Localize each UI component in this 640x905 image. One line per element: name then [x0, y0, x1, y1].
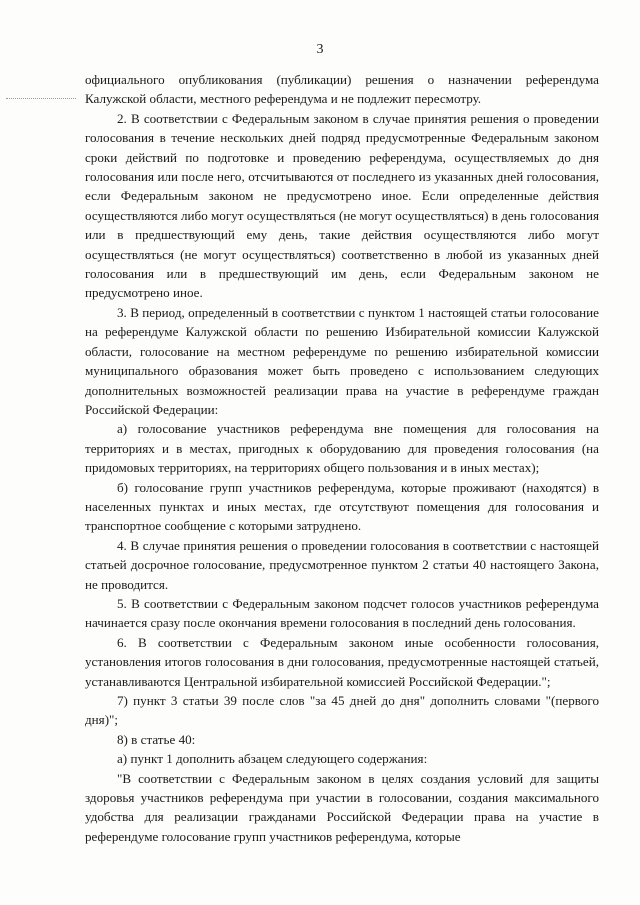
paragraph-amendment-8: 8) в статье 40: — [117, 731, 196, 747]
document-body — [85, 70, 599, 846]
paragraph-item-3: 3. В период, определенный в соответствии с пунктом 1 настоящей статьи голосование на референдуме Калужской области по решению Избирательной комиссии Калужской области, голосование на местном референдуме по решению избирательной комиссии муниципального образования может быть проведено с использованием следующих дополнительных возможностей реализации права на участие в референдуме граждан Российской Федерации: — [85, 304, 599, 417]
page-number: 3 — [316, 42, 324, 57]
paragraph-amendment-8a: а) пункт 1 дополнить абзацем следующего содержания: — [117, 751, 428, 767]
paragraph-amendment-7: 7) пункт 3 статьи 39 после слов "за 45 дней до дня" дополнить словами "(первого дня)"; — [85, 693, 599, 728]
paragraph-quoted-text: "В соответствии с Федеральным законом в целях создания условий для защиты здоровья участников референдума при участии в голосовании, создания максимального удобства для реализации гражданами Российской Федерации права на участие в референдуме голосование групп участников референдума, которые — [85, 770, 599, 844]
paragraph-item-6: 6. В соответствии с Федеральным законом иные особенности голосования, установления итогов голосования в дни голосования, предусмотренные настоящей статьей, устанавливаются Центральной избирательной комиссией Российской Федерации."; — [85, 634, 599, 689]
paragraph-item-2: 2. В соответствии с Федеральным законом в случае принятия решения о проведении голосования в течение нескольких дней подряд предусмотренные Федеральным законом сроки действий по подготовке и проведению референдума, осуществляемых до дня голосования или после него, отсчитываются от последнего из указанных дней голосования, если Федеральным законом не предусмотрено иное. Если определенные действия осуществляются либо могут осуществляться (не могут осуществляться) в день голосования или в предшествующий ему день, такие действия осуществляются либо могут осуществляться (не могут осуществляться) соответственно в любой из указанных дней голосования или в предшествующий им день, если Федеральным законом не предусмотрено иное. — [85, 110, 599, 301]
paragraph-continuation: официального опубликования (публикации) решения о назначении референдума Калужской области, местного референдума и не подлежит пересмотру. — [85, 72, 599, 107]
paragraph-subitem-b: б) голосование групп участников референдума, которые проживают (находятся) в населенных пунктах и иных местах, где отсутствуют помещения для голосования и транспортное сообщение с которыми затруднено. — [85, 479, 599, 534]
scan-artifact — [6, 98, 76, 101]
paragraph-item-4: 4. В случае принятия решения о проведении голосования в соответствии с настоящей статьей досрочное голосование, предусмотренное пунктом 2 статьи 40 настоящего Закона, не проводится. — [85, 537, 599, 592]
paragraph-subitem-a: а) голосование участников референдума вне помещения для голосования на территориях и в местах, пригодных к оборудованию для проведения голосования (на придомовых территориях, на территориях общего пользования и в иных местах); — [85, 421, 599, 476]
paragraph-item-5: 5. В соответствии с Федеральным законом подсчет голосов участников референдума начинается сразу после окончания времени голосования в последний день голосования. — [85, 595, 599, 631]
